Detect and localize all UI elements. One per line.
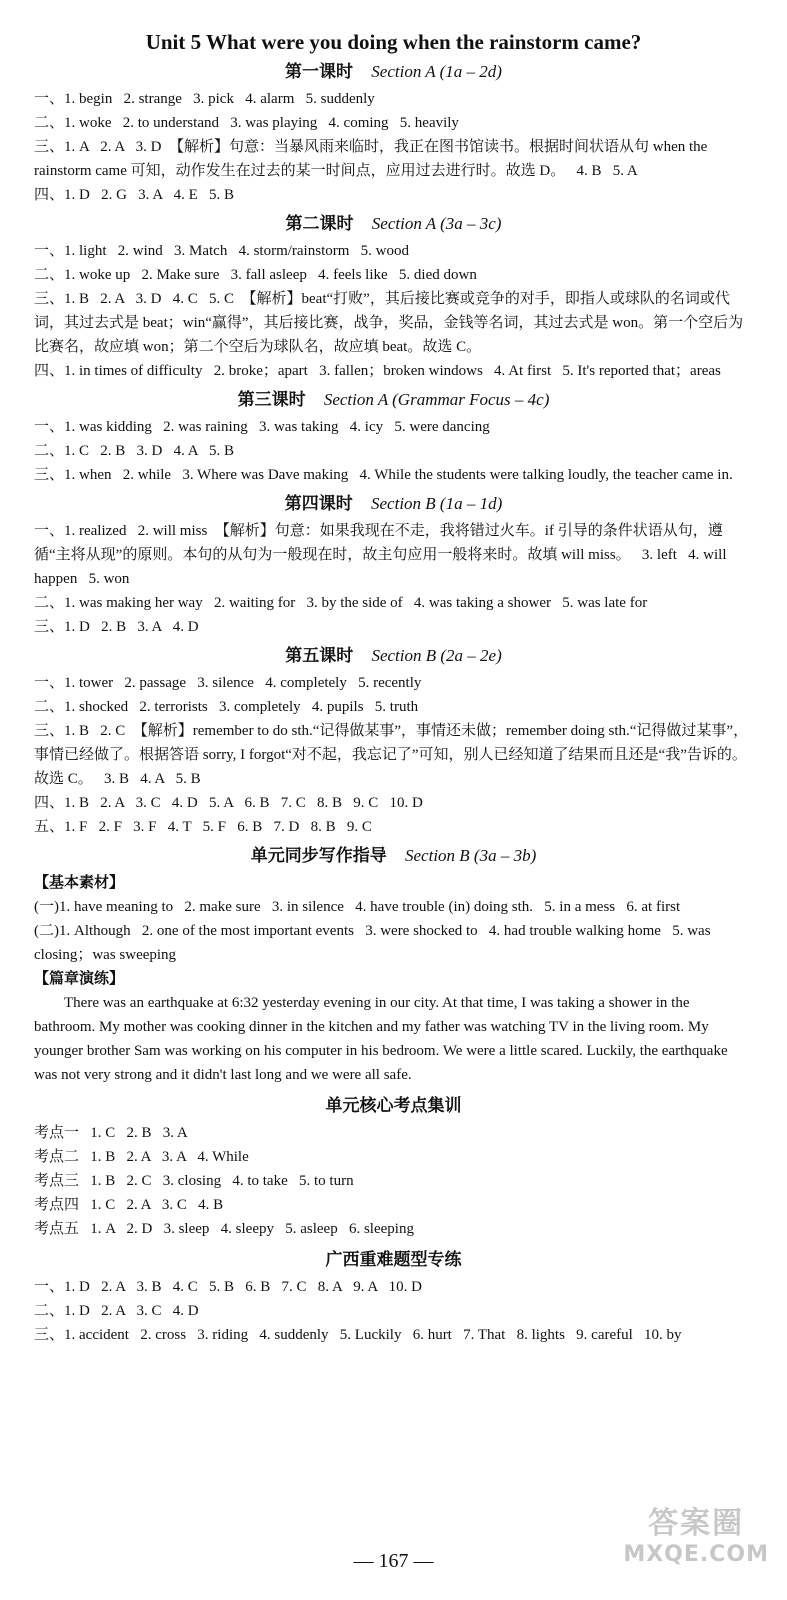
writing-heading-en: Section B (3a – 3b) [405, 846, 537, 865]
lesson5-line: 三、1. B 2. C 【解析】remember to do sth.“记得做某事”，事情还未做；remember doing sth.“记得做过某事”，事情已经做了。根据答语 sorry, I forgot“对不起，我忘记了”可知，别人已经知道了结果而且还是“我”告诉的。故选 C。 3. B 4. A 5. B [34, 723, 749, 787]
lesson1-line: 一、1. begin 2. strange 3. pick 4. alarm 5. suddenly [34, 91, 375, 107]
lesson4-heading-cn: 第四课时 [284, 494, 353, 513]
lesson3-line: 三、1. when 2. while 3. Where was Dave making 4. While the students were talking loudly, the teacher came in. [34, 467, 733, 483]
guangxi-line: 二、1. D 2. A 3. C 4. D [34, 1303, 199, 1319]
page-number: — 167 — [353, 1550, 434, 1572]
watermark-logo [623, 1498, 769, 1567]
lesson2-heading [34, 211, 753, 237]
lesson1-line: 三、1. A 2. A 3. D 【解析】句意：当暴风雨来临时，我正在图书馆读书。根据时间状语从句 when the rainstorm came 可知，动作发生在过去的某一时间点，应用过去进行时。故选 D。 4. B 5. A [34, 139, 712, 179]
watermark-line1: 答案圈 [648, 1506, 745, 1541]
lesson3-line: 二、1. C 2. B 3. D 4. A 5. B [34, 443, 235, 459]
core-line: 考点三 1. B 2. C 3. closing 4. to take 5. to turn [34, 1173, 354, 1189]
basic-material-label: 【基本素材】 [34, 875, 125, 891]
lesson5-heading-en: Section B (2a – 2e) [371, 646, 502, 665]
basic-material-line: (一)1. have meaning to 2. make sure 3. in silence 4. have trouble (in) doing sth. 5. in a mess 6. at first [34, 899, 681, 915]
lesson4-line: 二、1. was making her way 2. waiting for 3. by the side of 4. was taking a shower 5. was late for [34, 595, 648, 611]
writing-heading [34, 843, 753, 869]
essay-paragraph: There was an earthquake at 6:32 yesterday evening in our city. At that time, I was taking a shower in the bathroom. My mother was cooking dinner in the kitchen and my father was watching TV in the living room. My younger brother Sam was working on his computer in his bedroom. We were a little scared. Luckily, the earthquake was not very strong and it didn't last long and we were all safe. [34, 995, 728, 1083]
core-line: 考点二 1. B 2. A 3. A 4. While [34, 1149, 249, 1165]
lesson1-heading-cn: 第一课时 [285, 62, 354, 81]
guangxi-line: 三、1. accident 2. cross 3. riding 4. suddenly 5. Luckily 6. hurt 7. That 8. lights 9. careful 10. by [34, 1327, 682, 1343]
writing-heading-cn: 单元同步写作指导 [250, 846, 387, 865]
lesson2-line: 二、1. woke up 2. Make sure 3. fall asleep 4. feels like 5. died down [34, 267, 477, 283]
lesson2-line: 三、1. B 2. A 3. D 4. C 5. C 【解析】beat“打败”，其后接比赛或竞争的对手，即指人或球队的名词或代词，其过去式是 beat；win“赢得”，其后接比赛，战争，奖品，金钱等名词，其过去式是 won。第一个空后为比赛名，故应填 won；第二个空后为球队名，故应填 beat。故选 C。 [34, 291, 744, 355]
core-heading: 单元核心考点集训 [325, 1096, 462, 1115]
lesson1-heading [34, 59, 753, 85]
lesson5-line: 四、1. B 2. A 3. C 4. D 5. A 6. B 7. C 8. B 9. C 10. D [34, 795, 423, 811]
practice-label: 【篇章演练】 [34, 971, 125, 987]
guangxi-line: 一、1. D 2. A 3. B 4. C 5. B 6. B 7. C 8. A 9. A 10. D [34, 1279, 422, 1295]
lesson2-heading-cn: 第二课时 [285, 214, 354, 233]
lesson3-heading-cn: 第三课时 [237, 390, 306, 409]
watermark-line2: MXQE.COM [623, 1542, 769, 1567]
lesson5-heading [34, 643, 753, 669]
guangxi-heading: 广西重难题型专练 [325, 1250, 462, 1269]
lesson5-line: 一、1. tower 2. passage 3. silence 4. completely 5. recently [34, 675, 422, 691]
lesson1-heading-en: Section A (1a – 2d) [371, 62, 502, 81]
lesson2-line: 一、1. light 2. wind 3. Match 4. storm/rainstorm 5. wood [34, 243, 409, 259]
lesson4-heading-en: Section B (1a – 1d) [371, 494, 503, 513]
lesson5-line: 五、1. F 2. F 3. F 4. T 5. F 6. B 7. D 8. B 9. C [34, 819, 372, 835]
unit-title: Unit 5 What were you doing when the rainstorm came? [145, 30, 642, 54]
lesson2-heading-en: Section A (3a – 3c) [371, 214, 502, 233]
lesson3-heading-en: Section A (Grammar Focus – 4c) [323, 390, 550, 409]
lesson1-line: 四、1. D 2. G 3. A 4. E 5. B [34, 187, 235, 203]
basic-material-line: (二)1. Although 2. one of the most important events 3. were shocked to 4. had trouble walking home 5. was closing；was sweeping [34, 923, 715, 963]
core-line: 考点四 1. C 2. A 3. C 4. B [34, 1197, 224, 1213]
lesson4-line: 一、1. realized 2. will miss 【解析】句意：如果我现在不走，我将错过火车。if 引导的条件状语从句，遵循“主将从现”的原则。本句的从句为一般现在时，故主句应用一般将来时。故填 will miss。 3. left 4. will happen 5. won [34, 523, 731, 587]
core-line: 考点五 1. A 2. D 3. sleep 4. sleepy 5. asleep 6. sleeping [34, 1221, 414, 1237]
lesson1-line: 二、1. woke 2. to understand 3. was playing 4. coming 5. heavily [34, 115, 459, 131]
lesson3-heading [34, 387, 753, 413]
lesson2-line: 四、1. in times of difficulty 2. broke；apart 3. fallen；broken windows 4. At first 5. It's reported that；areas [34, 363, 721, 379]
lesson5-heading-cn: 第五课时 [285, 646, 354, 665]
lesson3-line: 一、1. was kidding 2. was raining 3. was taking 4. icy 5. were dancing [34, 419, 490, 435]
lesson4-line: 三、1. D 2. B 3. A 4. D [34, 619, 199, 635]
core-line: 考点一 1. C 2. B 3. A [34, 1125, 188, 1141]
lesson4-heading [34, 491, 753, 517]
lesson5-line: 二、1. shocked 2. terrorists 3. completely 4. pupils 5. truth [34, 699, 419, 715]
